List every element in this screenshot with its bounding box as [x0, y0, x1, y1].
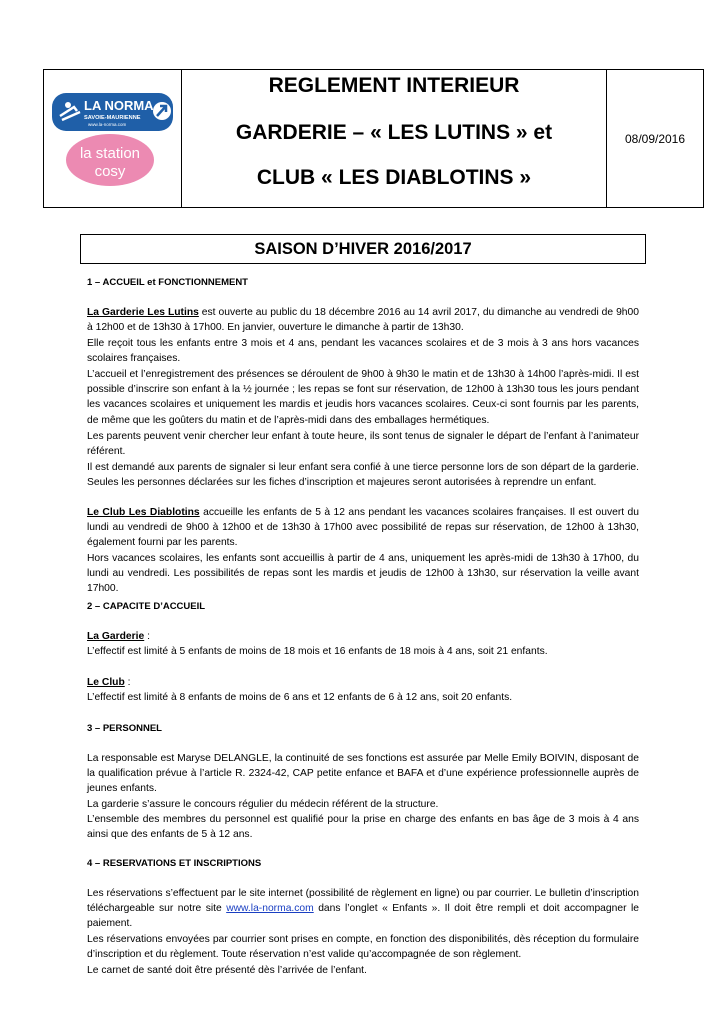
la-norma-logo	[50, 90, 175, 190]
title-line-3: CLUB « LES DIABLOTINS »	[256, 166, 532, 189]
logo-tagline-2: cosy	[94, 163, 126, 180]
section-4-paragraph-3: Le carnet de santé doit être présenté dès l’arrivée de l’enfant.	[87, 965, 367, 976]
section-3-heading: 3 – PERSONNEL	[87, 723, 162, 734]
garderie-label: La Garderie	[87, 631, 145, 642]
garderie-capacity-text: L’effectif est limité à 5 enfants de moins de 18 mois et 16 enfants de 18 mois à 4 ans, soit 21 enfants.	[87, 646, 548, 657]
section-1-paragraph-5: Il est demandé aux parents de signaler si leur enfant sera confié à une tierce personne lors de son départ de la garderie. Seules les personnes déclarées sur les fiches d’inscription et majeures seront autorisées à reprendre un enfant.	[87, 462, 639, 489]
section-1-heading: 1 – ACCUEIL et FONCTIONNEMENT	[87, 277, 248, 288]
paragraph-text: dans l’onglet « Enfants ». Il doit être rempli et doit accompagner le paiement.	[87, 903, 639, 930]
date-cell	[607, 70, 703, 207]
club-label: Le Club	[87, 677, 125, 688]
label-colon: :	[144, 631, 150, 642]
section-3-paragraph-2: La garderie s’assure le concours régulier du médecin référent de la structure.	[87, 799, 439, 810]
garderie-name: La Garderie Les Lutins	[87, 307, 199, 318]
label-colon: :	[124, 677, 131, 688]
section-1-paragraph-7: Hors vacances scolaires, les enfants sont accueillis à partir de 4 ans, uniquement les après-midi de 13h30 à 17h00, du lundi au vendredi. Les possibilités de repas sont les mardis et jeudis de 12h00 à 13h30, sur réservation la veille avant 17h00.	[87, 553, 639, 595]
paragraph-text: Les réservations s’effectuent par le site internet (possibilité de règlement en ligne) ou par courrier. Le bulletin d’inscription téléchargeable sur notre site	[87, 888, 639, 915]
paragraph-text: est ouverte au public du 18 décembre 2016 au 14 avril 2017, du dimanche au vendredi de 9h00 à 12h00 et de 13h30 à 17h00. En janvier, ouverture le dimanche à partir de 13h30.	[87, 307, 639, 334]
logo-brand: LA NORMA	[84, 98, 154, 113]
title-line-2: GARDERIE – « LES LUTINS » et	[235, 121, 553, 144]
season-title: SAISON D’HIVER 2016/2017	[80, 234, 646, 264]
section-1-paragraph-4: Les parents peuvent venir chercher leur enfant à toute heure, ils sont tenus de signaler le départ de l’enfant à l’animateur référent.	[87, 431, 639, 458]
section-4-heading: 4 – RESERVATIONS ET INSCRIPTIONS	[87, 858, 262, 869]
title-line-1: REGLEMENT INTERIEUR	[268, 74, 520, 97]
section-2-heading: 2 – CAPACITE D’ACCUEIL	[87, 601, 206, 612]
section-1-paragraph-1	[87, 305, 639, 335]
logo-tagline-1: la station	[79, 145, 141, 162]
title-cell	[182, 70, 607, 207]
section-1-paragraph-2: Elle reçoit tous les enfants entre 3 mois et 4 ans, pendant les vacances scolaires et de 3 mois à 3 ans hors vacances scolaires françaises.	[87, 338, 639, 365]
club-capacity-text: L’effectif est limité à 8 enfants de moins de 6 ans et 12 enfants de 6 à 12 ans, soit 20 enfants.	[87, 692, 513, 703]
section-4-paragraph-1	[87, 886, 639, 932]
club-name: Le Club Les Diablotins	[87, 507, 200, 518]
header-table	[43, 69, 704, 208]
garderie-capacity-label	[87, 629, 639, 644]
section-4-paragraph-2: Les réservations envoyées par courrier sont prises en compte, en fonction des disponibilités, dès réception du formulaire d’inscription et du règlement. Toute réservation n’est valide qu’accompagnée de son règlement.	[87, 934, 639, 961]
skier-icon	[65, 102, 71, 108]
section-3-paragraph-1: La responsable est Maryse DELANGLE, la continuité de ses fonctions est assurée par Melle Emily BOIVIN, disposant de la qualification prévue à l’article R. 2324-42, CAP petite enfance et BAFA et d’une expérience professionnelle auprès de jeunes enfants.	[87, 753, 639, 795]
paragraph-text: accueille les enfants de 5 à 12 ans pendant les vacances scolaires françaises. Il est ouvert du lundi au vendredi de 9h00 à 12h00 et de 13h30 à 17h00 avec possibilité de repas sur réservation, de 12h00 à 13h30, également fourni par les parents.	[87, 507, 639, 549]
logo-region: SAVOIE-MAURIENNE	[84, 115, 141, 121]
section-3-paragraph-3: L’ensemble des membres du personnel est qualifié pour la prise en charge des enfants en bas âge de 3 mois à 4 ans ainsi que des enfants de 5 à 12 ans.	[87, 814, 639, 841]
section-1-paragraph-6	[87, 505, 639, 551]
document-date: 08/09/2016	[624, 131, 686, 146]
logo-url: www.la-norma.com	[88, 122, 127, 127]
section-1-paragraph-3: L’accueil et l’enregistrement des présences se déroulent de 9h00 à 9h30 le matin et de 13h30 à 14h00 l’après-midi. Il est possible d’inscrire son enfant à la ½ journée ; les repas se font sur réservation, de 12h00 à 13h30 tous les jours pendant les vacances scolaires et uniquement les mardis et jeudis hors vacances scolaires. Ceux-ci sont fournis par les parents, de même que les goûters du matin et de l’après-midi dans des emballages hermétiques.	[87, 369, 639, 426]
club-capacity-label	[87, 675, 639, 690]
logo-cell	[44, 70, 182, 207]
website-link[interactable]: www.la-norma.com	[226, 903, 314, 915]
